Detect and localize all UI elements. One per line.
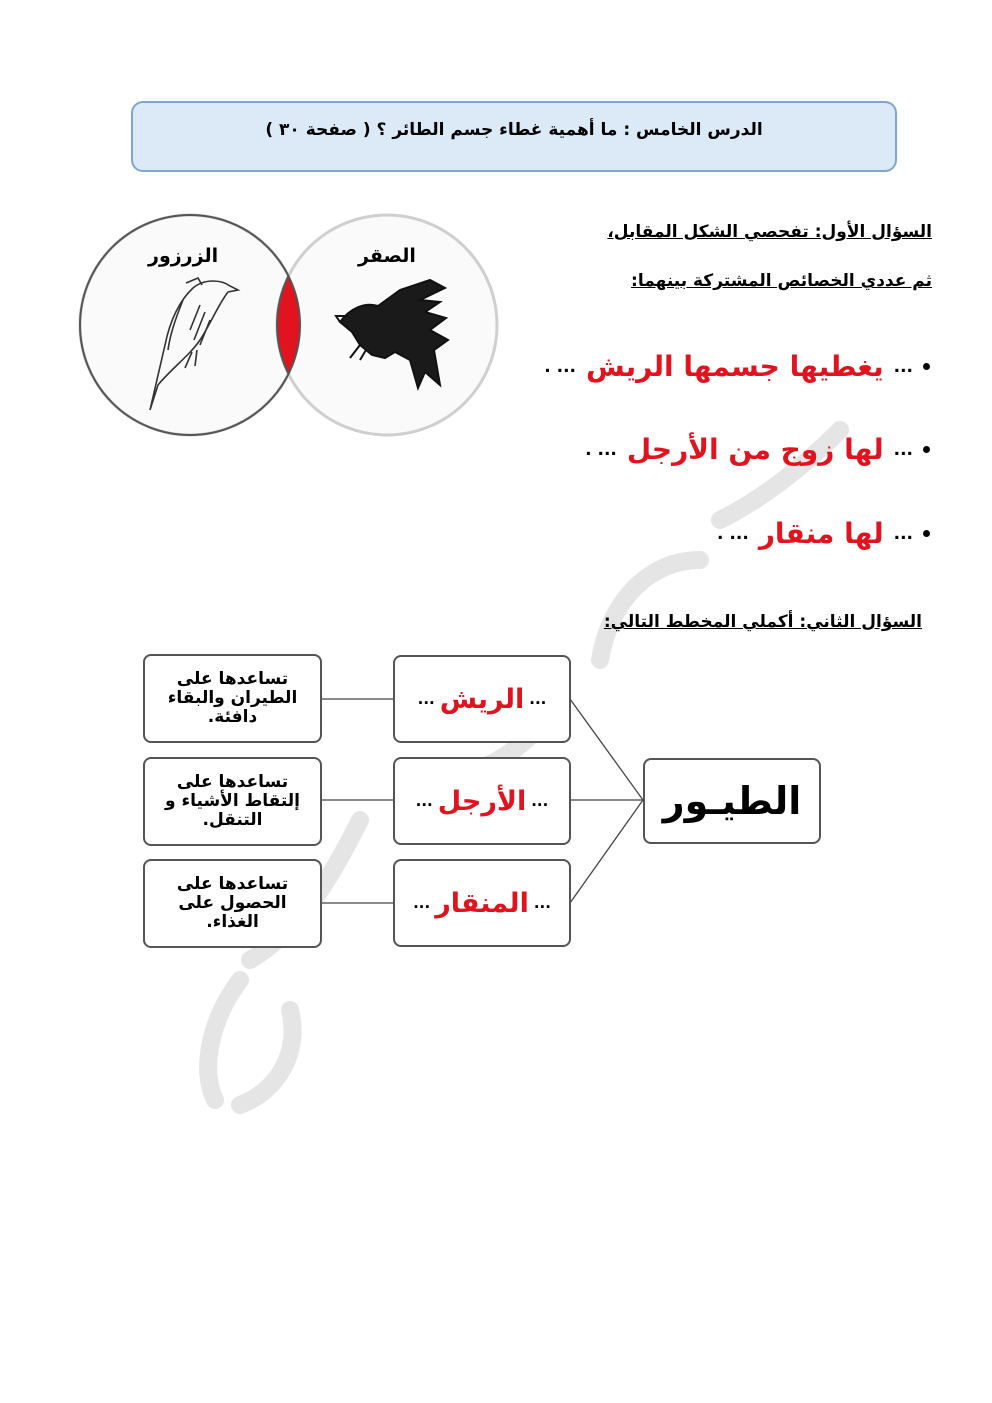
dots-after: ... . bbox=[544, 356, 577, 377]
dots-before: ... bbox=[893, 439, 913, 460]
branch-box-3 bbox=[393, 859, 571, 947]
venn-left-label: الزرزور bbox=[148, 245, 219, 267]
dots-before: ... bbox=[893, 523, 913, 544]
dots-after: ... bbox=[415, 792, 433, 810]
branch-answer: الأرجل bbox=[437, 785, 527, 817]
description-text: تساعدها على الحصول على الغذاء. bbox=[176, 874, 289, 932]
description-box-2 bbox=[143, 757, 322, 846]
question1-line1: السؤال الأول: تفحصي الشكل المقابل، bbox=[607, 222, 932, 242]
diagram-root-box bbox=[643, 758, 821, 844]
description-text: تساعدها على الطيران والبقاء دافئة. bbox=[167, 669, 298, 727]
dots-after: ... bbox=[413, 894, 431, 912]
answer-text: لها زوج من الأرجل bbox=[626, 433, 884, 466]
answer-text: لها منقار bbox=[758, 517, 884, 550]
description-text: تساعدها على إلتقاط الأشياء و التنقل. bbox=[164, 772, 301, 830]
question1-line2: ثم عددي الخصائص المشتركة بينهما: bbox=[631, 271, 932, 291]
dots-after: ... . bbox=[717, 523, 749, 544]
branch-box-1 bbox=[393, 655, 571, 743]
description-box-1 bbox=[143, 654, 322, 743]
dots-before: ... bbox=[531, 792, 549, 810]
diagram-root-label: الطيـور bbox=[662, 779, 802, 823]
question2-title: السؤال الثاني: أكملي المخطط التالي: bbox=[603, 612, 922, 632]
dots-after: ... bbox=[417, 690, 435, 708]
dots-after: ... . bbox=[585, 439, 617, 460]
lesson-title: الدرس الخامس : ما أهمية غطاء جسم الطائر ؟ ( صفحة ٣٠ ) bbox=[265, 119, 763, 140]
dots-before: ... bbox=[533, 894, 551, 912]
branch-box-2 bbox=[393, 757, 571, 845]
dots-before: ... bbox=[529, 690, 547, 708]
venn-right-label: الصقر bbox=[358, 245, 416, 267]
branch-answer: الريش bbox=[439, 683, 525, 715]
description-box-3 bbox=[143, 859, 322, 948]
answer-text: يغطيها جسمها الريش bbox=[586, 350, 884, 383]
dots-before: ... bbox=[893, 356, 913, 377]
branch-answer: المنقار bbox=[435, 887, 529, 919]
